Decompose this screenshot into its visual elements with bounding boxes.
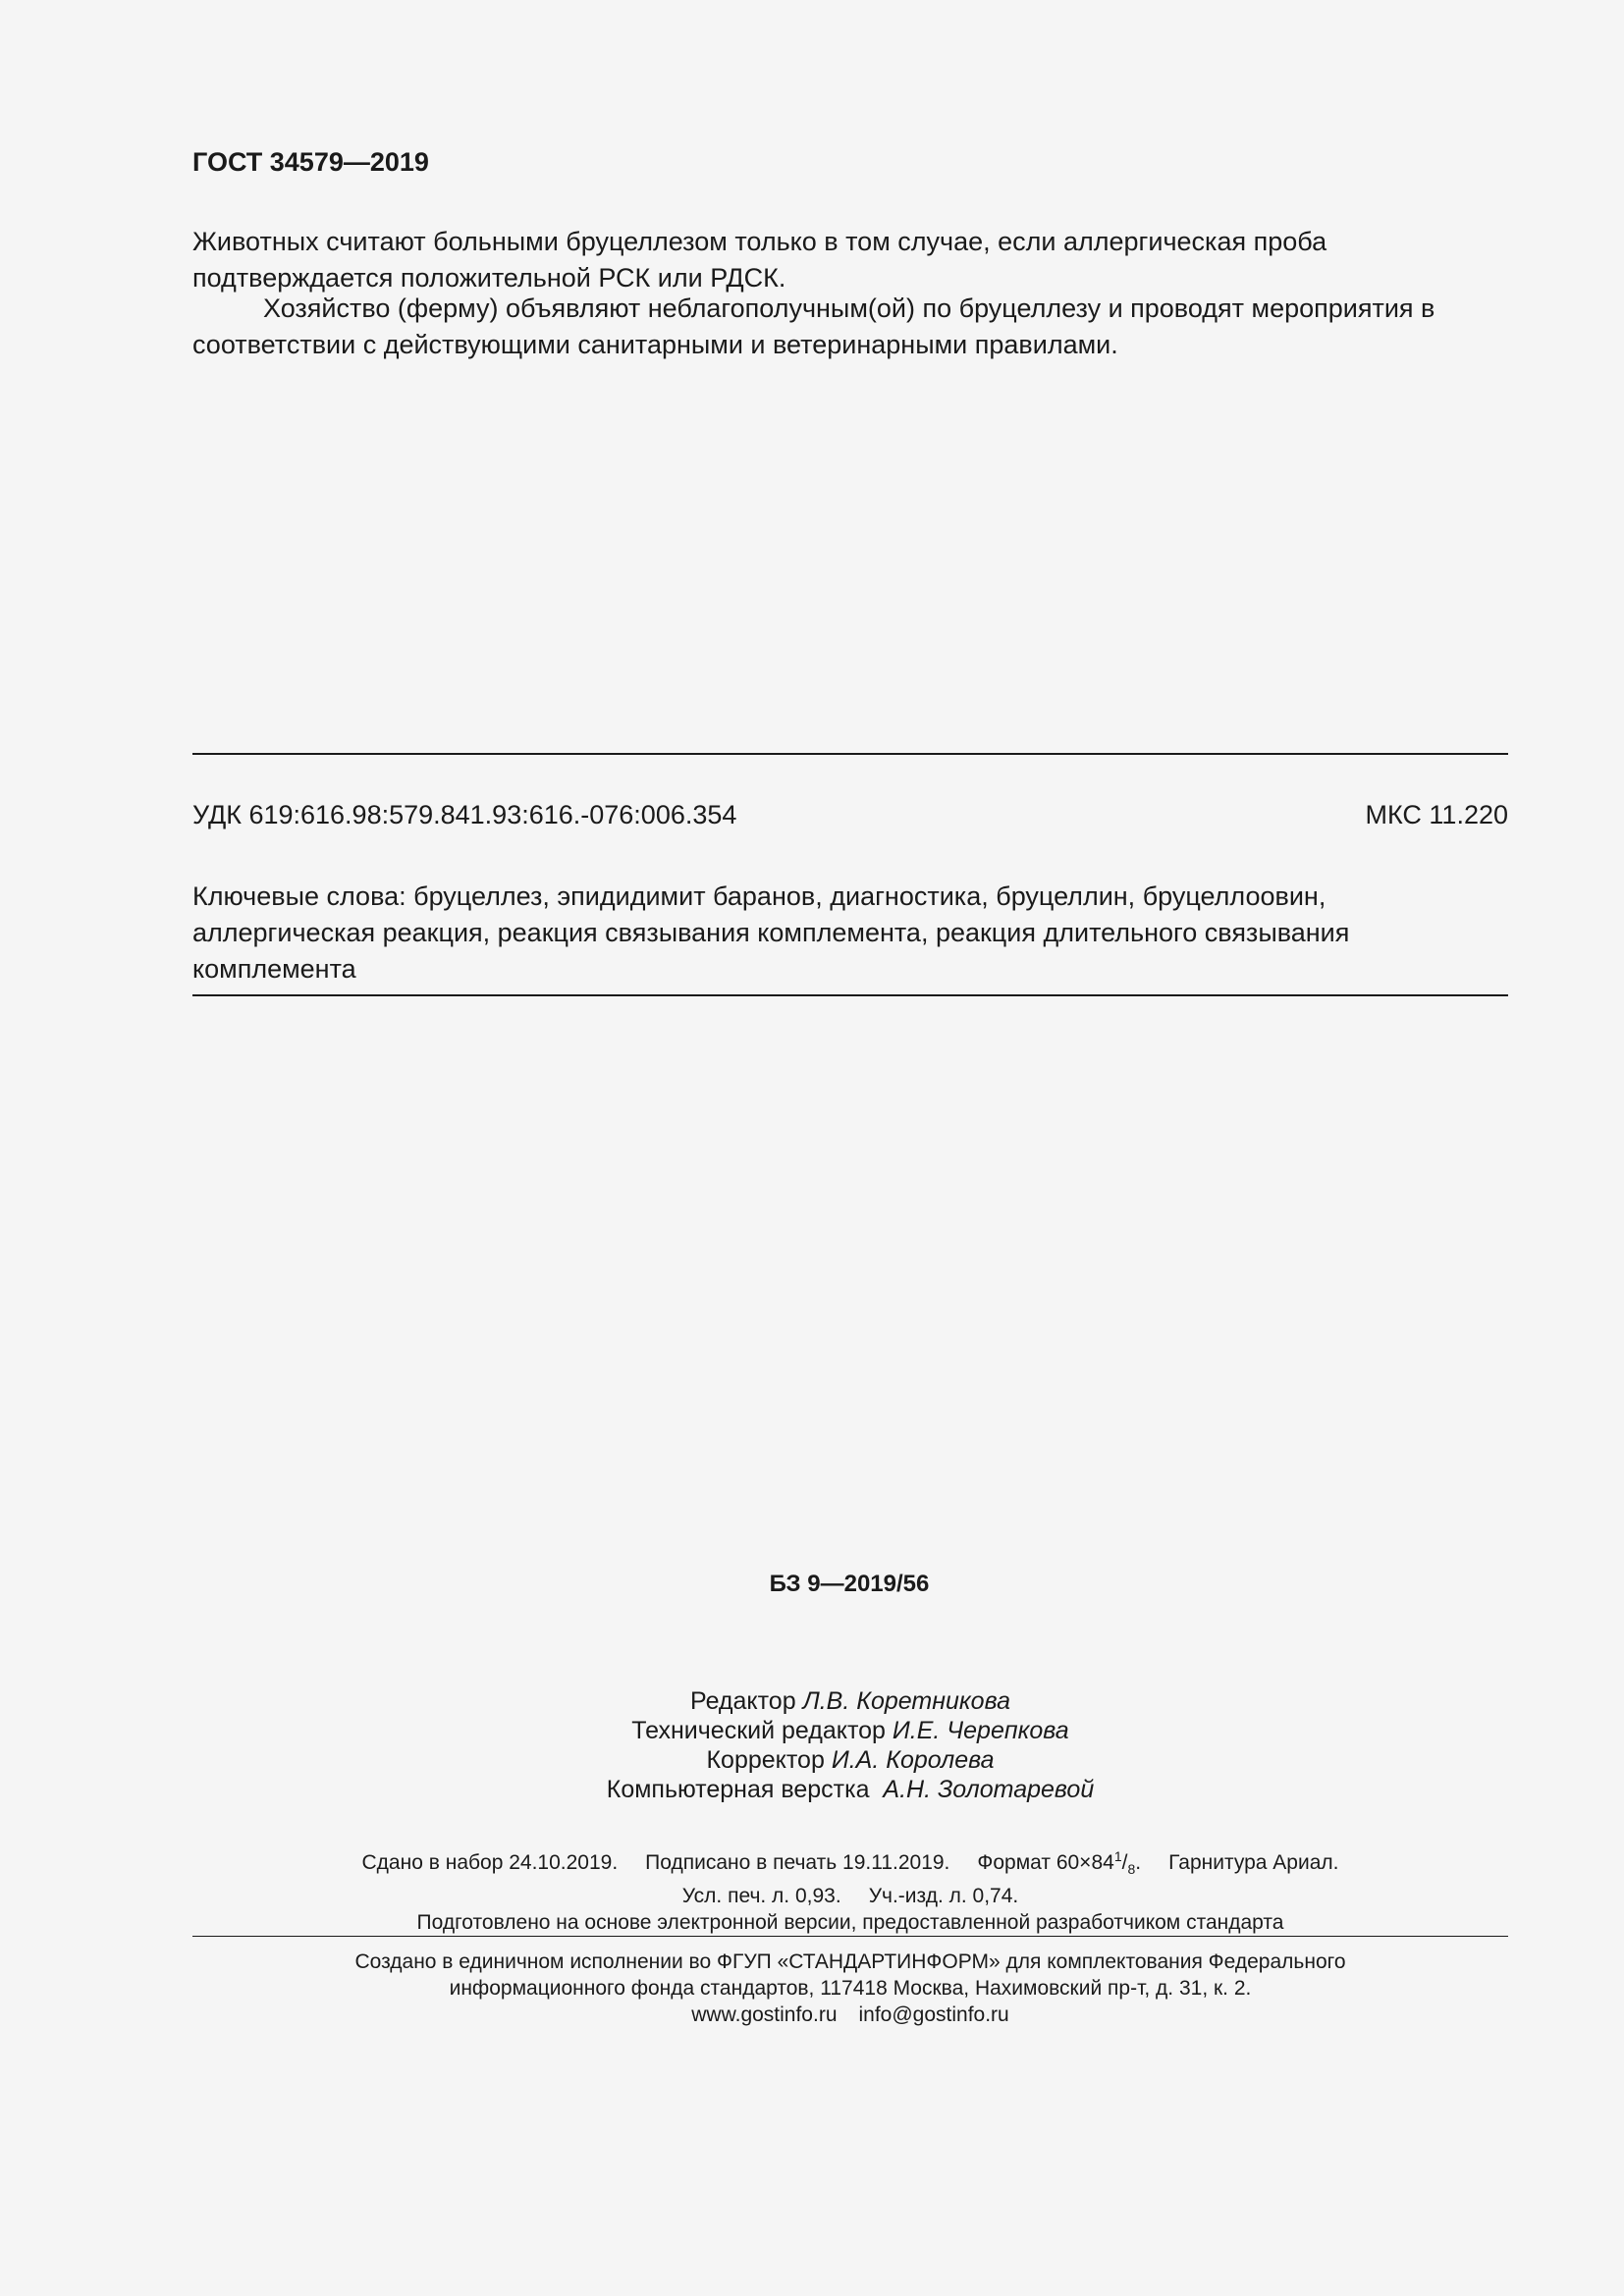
footer-line-1: Создано в единичном исполнении во ФГУП «СТАНДАРТИНФОРМ» для комплектования Федерального (354, 1950, 1346, 1973)
credits-block (491, 1686, 1210, 1804)
imprint-block (192, 1843, 1508, 1936)
credit-label: Редактор (690, 1687, 803, 1715)
format-slash: / (1121, 1851, 1128, 1874)
credit-tech-editor (491, 1716, 1210, 1745)
imprint-format (977, 1848, 1142, 1878)
body-paragraph-1: Животных считают больными бруцеллезом только в том случае, если аллергическая проба подтверждается положительной РСК или РДСК. (192, 227, 1327, 293)
format-sup: 1 (1113, 1848, 1122, 1864)
format-sub: 8 (1127, 1861, 1136, 1878)
credit-label: Компьютерная верстка (606, 1776, 884, 1803)
udc-code: УДК 619:616.98:579.841.93:616.-076:006.354 (192, 800, 737, 829)
credit-name: И.Е. Черепкова (892, 1717, 1069, 1744)
mks-code: МКС 11.220 (1365, 800, 1508, 829)
body-paragraph-2: Хозяйство (ферму) объявляют неблагополучным(ой) по бруцеллезу и проводят мероприятия в соответствии с действующими санитарными и ветеринарными правилами. (192, 294, 1435, 359)
credit-name: И.А. Королева (831, 1746, 995, 1774)
credit-layout (491, 1775, 1210, 1804)
imprint-typeface: Гарнитура Ариал. (1168, 1851, 1339, 1874)
keywords: Ключевые слова: бруцеллез, эпидидимит баранов, диагностика, бруцеллин, бруцеллоовин, аллергическая реакция, реакция связывания комплемента, реакция длительного связывания комплемента (192, 881, 1350, 984)
format-prefix: Формат 60×84 (977, 1851, 1114, 1874)
imprint-print-sheets: Усл. печ. л. 0,93. (681, 1885, 841, 1908)
divider-bottom (192, 1936, 1508, 1937)
divider-middle (192, 994, 1508, 996)
imprint-signed-date: Подписано в печать 19.11.2019. (645, 1851, 950, 1874)
footer-line-2: информационного фонда стандартов, 117418 Москва, Нахимовский пр-т, д. 31, к. 2. (449, 1977, 1252, 2000)
document-header: ГОСТ 34579—2019 (192, 147, 429, 177)
imprint-set-date: Сдано в набор 24.10.2019. (361, 1851, 619, 1874)
credit-name: Л.В. Коретникова (802, 1687, 1010, 1715)
bz-code: БЗ 9—2019/56 (769, 1571, 930, 1597)
credit-editor (491, 1686, 1210, 1716)
imprint-publisher-sheets: Уч.-изд. л. 0,74. (868, 1885, 1019, 1908)
website-link[interactable]: www.gostinfo.ru (691, 2003, 838, 2026)
footer-block (192, 1949, 1508, 2028)
email-link[interactable]: info@gostinfo.ru (858, 2003, 1009, 2026)
divider-top (192, 753, 1508, 755)
credit-label: Корректор (706, 1746, 832, 1774)
credit-name: А.Н. Золотаревой (883, 1776, 1095, 1803)
classification-row (192, 800, 1508, 830)
credit-label: Технический редактор (631, 1717, 893, 1744)
imprint-line-2 (192, 1883, 1508, 1909)
footer-contacts (192, 2002, 1508, 2028)
imprint-line-1 (192, 1843, 1508, 1883)
credit-proofreader (491, 1745, 1210, 1775)
imprint-prepared-note: Подготовлено на основе электронной версии, предоставленной разработчиком стандарта (416, 1911, 1284, 1935)
format-suffix: . (1135, 1851, 1142, 1874)
